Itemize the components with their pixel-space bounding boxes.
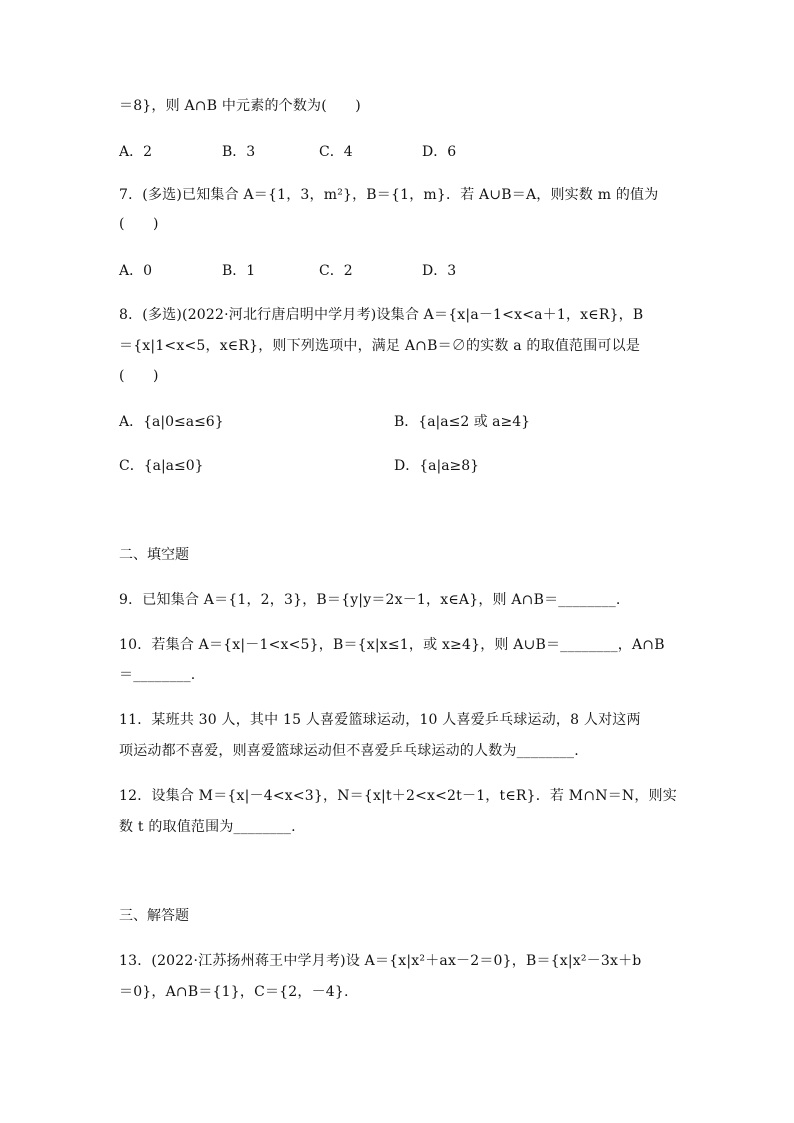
q7-option-d: D．3 bbox=[422, 263, 457, 279]
question-8-line-2: ＝{x|1<x<5，x∈R}，则下列选项中，满足 A∩B＝∅的实数 a 的取值范围可以是 bbox=[119, 338, 641, 354]
q8-option-b: B．{a|a≤2 或 a≥4} bbox=[394, 414, 531, 430]
q8-option-d: D．{a|a≥8} bbox=[394, 458, 480, 474]
q6-option-c: C．4 bbox=[319, 144, 353, 160]
question-7-line-1: 7．(多选)已知集合 A＝{1，3，m²}，B＝{1，m}．若 A∪B＝A，则实数 m 的值为 bbox=[119, 187, 659, 203]
question-6-tail: ＝8}，则 A∩B 中元素的个数为( ) bbox=[119, 98, 361, 114]
q7-option-b: B．1 bbox=[222, 263, 256, 279]
section-answer-title: 三、解答题 bbox=[119, 908, 189, 924]
question-7-line-2: ( ) bbox=[119, 216, 159, 232]
question-10-line-2: ＝________. bbox=[119, 667, 196, 683]
question-13-line-1: 13．(2022·江苏扬州蒋王中学月考)设 A＝{x|x²＋ax－2＝0}，B＝{x|x²－3x＋b bbox=[119, 953, 642, 969]
question-13-line-2: ＝0}，A∩B＝{1}，C＝{2，－4}. bbox=[119, 984, 349, 1000]
q7-option-a: A．0 bbox=[119, 263, 153, 279]
q8-option-a: A．{a|0≤a≤6} bbox=[119, 414, 224, 430]
question-8-line-3: ( ) bbox=[119, 368, 159, 384]
q8-option-c: C．{a|a≤0} bbox=[119, 458, 204, 474]
question-8-line-1: 8．(多选)(2022·河北行唐启明中学月考)设集合 A＝{x|a－1<x<a＋1，x∈R}，B bbox=[119, 307, 644, 323]
question-9: 9．已知集合 A＝{1，2，3}，B＝{y|y＝2x－1，x∈A}，则 A∩B＝________. bbox=[119, 592, 621, 608]
question-12-line-2: 数 t 的取值范围为________. bbox=[119, 819, 296, 835]
question-12-line-1: 12．设集合 M＝{x|－4<x<3}，N＝{x|t＋2<x<2t－1，t∈R}．若 M∩N＝N，则实 bbox=[119, 788, 677, 804]
question-11-line-2: 项运动都不喜爱，则喜爱篮球运动但不喜爱乒乓球运动的人数为________. bbox=[119, 743, 579, 759]
q6-option-a: A．2 bbox=[119, 144, 153, 160]
q7-option-c: C．2 bbox=[319, 263, 353, 279]
section-fill-in-title: 二、填空题 bbox=[119, 547, 189, 563]
q6-option-b: B．3 bbox=[222, 144, 256, 160]
question-10-line-1: 10．若集合 A＝{x|－1<x<5}，B＝{x|x≤1，或 x≥4}，则 A∪B＝________，A∩B bbox=[119, 637, 665, 653]
q6-option-d: D．6 bbox=[422, 144, 457, 160]
question-11-line-1: 11．某班共 30 人，其中 15 人喜爱篮球运动，10 人喜爱乒乓球运动，8 人对这两 bbox=[119, 712, 641, 728]
